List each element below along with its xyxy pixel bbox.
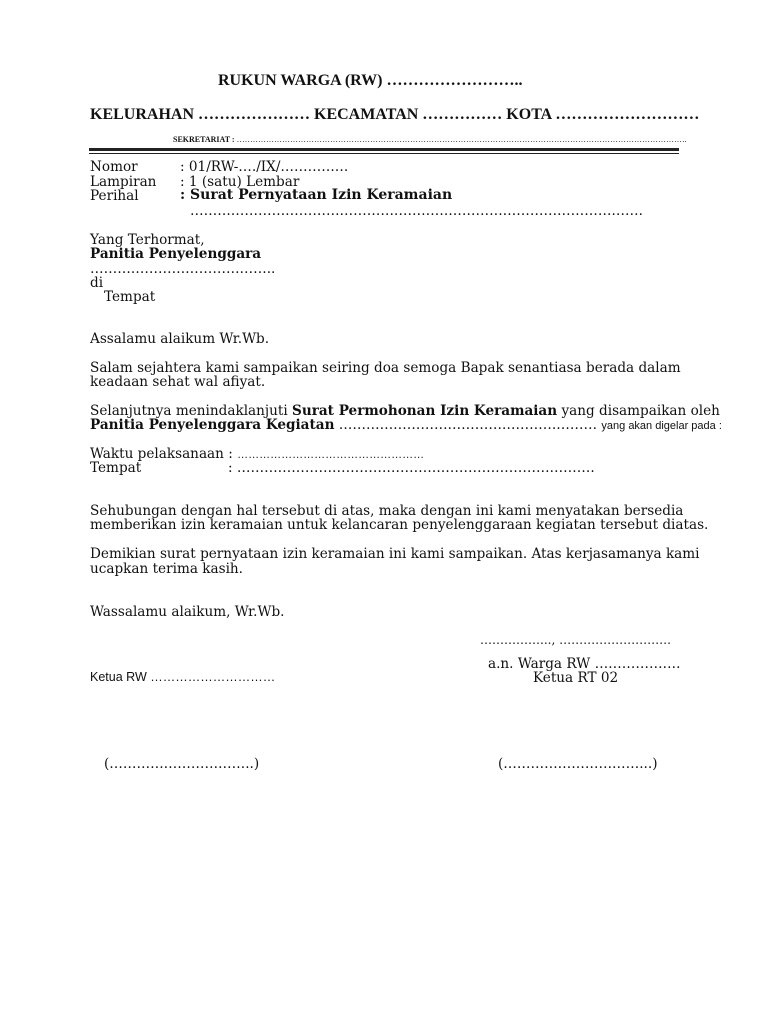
recipient-tempat: Tempat bbox=[104, 289, 156, 305]
perihal-dots: ………………………………………………………………………………………. bbox=[190, 203, 643, 219]
secretariat-dots: ……………………………………………………………………………………………………………………………………………………. bbox=[236, 135, 687, 144]
paragraph-3-line-1: Sehubungan dengan hal tersebut di atas, maka dengan ini kami menyatakan bersedia bbox=[90, 503, 684, 519]
p2-pre: Selanjutnya menindaklanjuti bbox=[90, 403, 288, 419]
perihal-value: : Surat Pernyataan Izin Keramaian bbox=[180, 187, 453, 203]
letterhead-kelurahan: KELURAHAN ………………… KECAMATAN …………… KOTA ……………………… bbox=[90, 106, 700, 123]
p2-bold-committee: Panitia Penyelenggara Kegiatan bbox=[90, 417, 335, 433]
waktu-dots: …………………………………………… bbox=[237, 449, 425, 461]
letterhead-rw: RUKUN WARGA (RW) …………………….. bbox=[218, 72, 523, 89]
ketua-rt-label: Ketua RT 02 bbox=[533, 670, 619, 686]
salam-closing: Wassalamu alaikum, Wr.Wb. bbox=[90, 604, 285, 620]
paragraph-4-line-1: Demikian surat pernyataan izin keramaian ini kami sampaikan. Atas kerjasamanya kami bbox=[90, 546, 700, 562]
recipient-di: di bbox=[90, 275, 104, 291]
signature-right: (…………………………...) bbox=[498, 756, 658, 772]
nomor-value: : 01/RW-…./IX/…………… bbox=[180, 159, 349, 175]
waktu-label: Waktu pelaksanaan : bbox=[90, 446, 233, 462]
lampiran-value: : 1 (satu) Lembar bbox=[180, 174, 300, 190]
recipient-greeting: Yang Terhormat, bbox=[90, 232, 205, 248]
header-rule-thick bbox=[89, 148, 679, 151]
ketua-rw-label: Ketua RW ………………………… bbox=[90, 670, 276, 684]
nomor-label: Nomor bbox=[90, 159, 138, 175]
p2-post: yang disampaikan oleh bbox=[561, 403, 720, 419]
p2-bold-request: Surat Permohonan Izin Keramaian bbox=[292, 403, 558, 419]
paragraph-3-line-2: memberikan izin keramaian untuk kelancaran penyelenggaraan kegiatan tersebut diatas. bbox=[90, 517, 709, 533]
place-date: ……………..., ………………………. bbox=[480, 633, 671, 647]
signature-left: (…………………………..) bbox=[104, 756, 260, 772]
p2-dots: ………………………………………………… bbox=[338, 417, 598, 433]
tempat-value: : ……………………………………………………………………. bbox=[228, 460, 595, 476]
salam-opening: Assalamu alaikum Wr.Wb. bbox=[90, 331, 270, 347]
tempat-label: Tempat bbox=[90, 460, 142, 476]
an-warga-rw: a.n. Warga RW ………………. bbox=[488, 656, 681, 672]
secretariat-label: SEKRETARIAT : bbox=[173, 135, 235, 144]
recipient-dots: ………………………………….. bbox=[90, 261, 276, 277]
lampiran-label: Lampiran bbox=[90, 174, 157, 190]
p2-tail: yang akan digelar pada : bbox=[601, 420, 722, 432]
header-rule-thin bbox=[89, 153, 679, 154]
paragraph-2-line-2 bbox=[90, 417, 722, 433]
paragraph-1-line-1: Salam sejahtera kami sampaikan seiring doa semoga Bapak senantiasa berada dalam bbox=[90, 360, 681, 376]
recipient-name: Panitia Penyelenggara bbox=[90, 246, 262, 262]
letterhead-secretariat bbox=[173, 135, 687, 144]
perihal-label: Perihal bbox=[90, 188, 139, 204]
paragraph-1-line-2: keadaan sehat wal afiyat. bbox=[90, 374, 266, 390]
paragraph-4-line-2: ucapkan terima kasih. bbox=[90, 561, 244, 577]
